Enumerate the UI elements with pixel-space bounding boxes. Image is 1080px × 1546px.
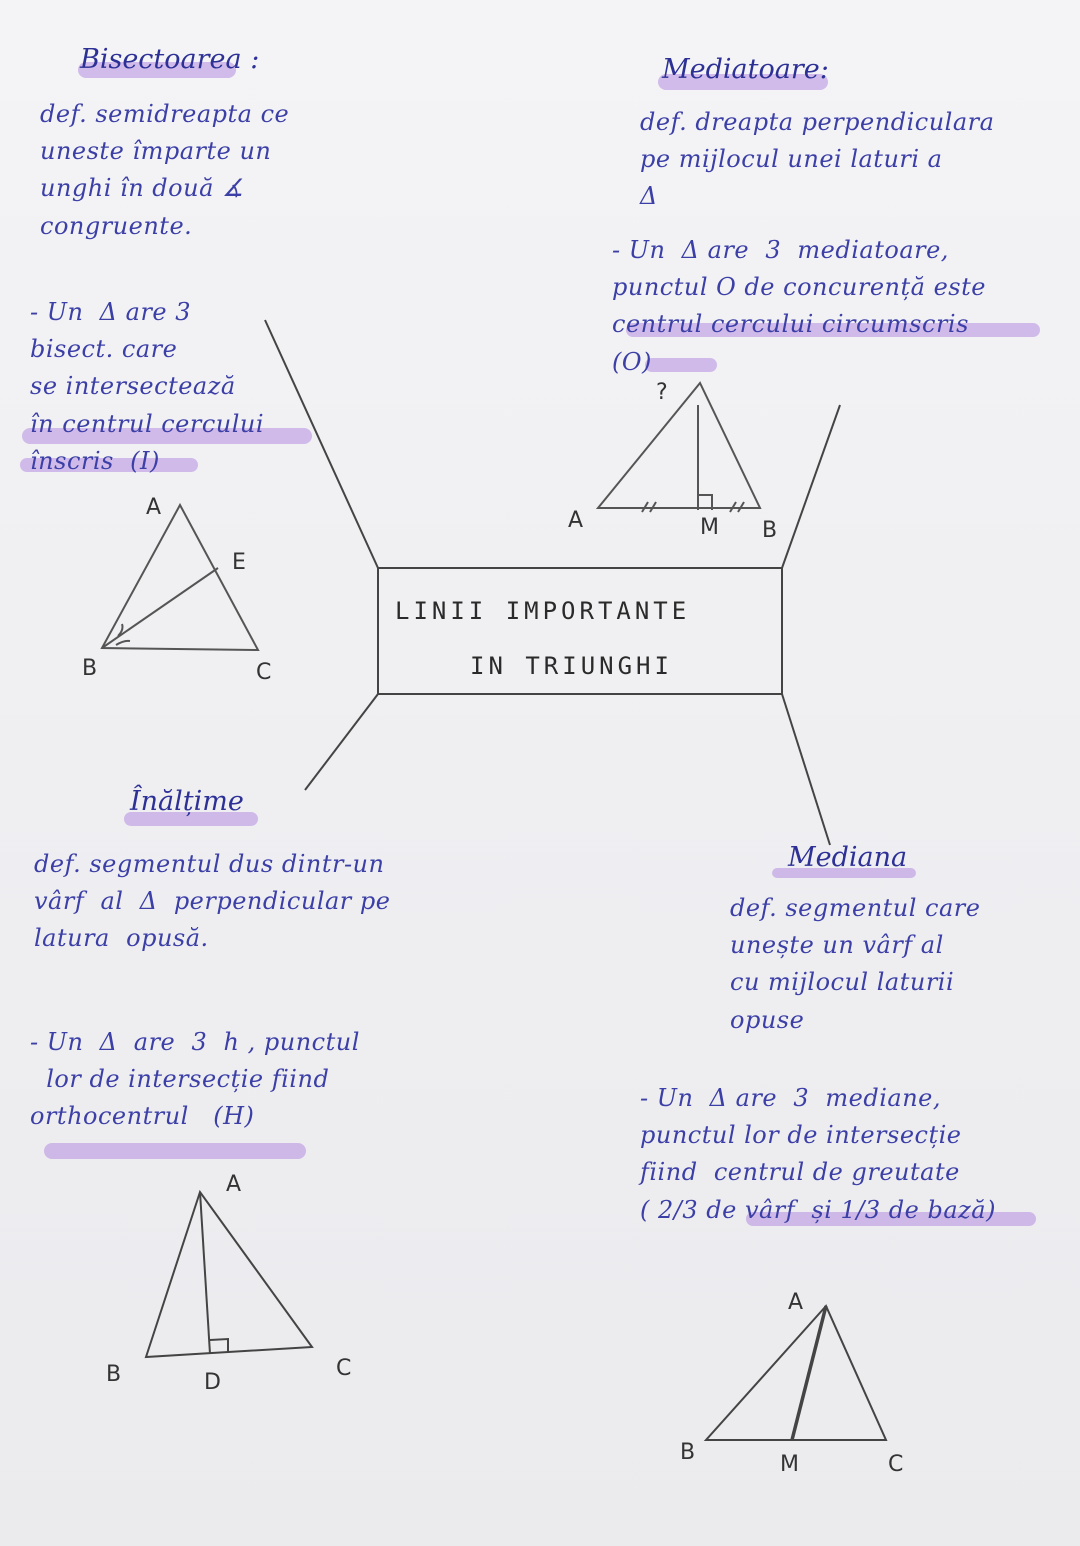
inaltime-definition: def. segmentul dus dintr-un vârf al Δ perpendicular pe latura opusă.	[34, 850, 391, 953]
bisectoare-property: - Un Δ are 3 bisect. care se intersectează în centrul cercului înscris (I)	[30, 298, 265, 475]
mediana-title: Mediana	[788, 842, 908, 873]
bisector-label-a: A	[146, 495, 162, 520]
bisector-triangle	[102, 505, 258, 650]
center-title-line1: LINII IMPORTANTE	[395, 597, 691, 625]
median-label-c: C	[888, 1452, 904, 1477]
median-triangle	[706, 1306, 886, 1440]
bisector-label-c: C	[256, 660, 272, 685]
inaltime-property: - Un Δ are 3 h , punctul lor de intersecție fiind orthocentrul (H)	[30, 1028, 360, 1131]
mediatoare-property: - Un Δ are 3 mediatoare, punctul O de concurență este centrul cercului circumscris (O)	[612, 236, 986, 376]
median-label-m: M	[780, 1452, 799, 1477]
mediana-property: - Un Δ are 3 mediane, punctul lor de intersecție fiind centrul de greutate ( 2/3 de vârf și 1/3 de bază)	[640, 1084, 996, 1224]
mediator-label-b: B	[762, 518, 778, 543]
bisectoare-title: Bisectoarea :	[80, 44, 260, 75]
mediatoare-title: Mediatoare:	[662, 54, 829, 85]
mediator-triangle	[598, 383, 760, 512]
median-label-a: A	[788, 1290, 804, 1315]
height-label-b: B	[106, 1362, 122, 1387]
mediana-definition: def. segmentul care unește un vârf al cu mijlocul laturii opuse	[730, 894, 981, 1034]
mediator-label-a: A	[568, 508, 584, 533]
height-label-d: D	[204, 1370, 221, 1395]
bisector-label-e: E	[232, 550, 246, 575]
mediator-label-p: ?	[656, 380, 668, 405]
height-label-a: A	[226, 1172, 242, 1197]
bisectoare-definition: def. semidreapta ce uneste împarte un unghi în două ∡ congruente.	[40, 100, 290, 240]
mediatoare-definition: def. dreapta perpendiculara pe mijlocul unei laturi a Δ	[640, 108, 995, 211]
median-label-b: B	[680, 1440, 696, 1465]
height-triangle	[146, 1192, 312, 1357]
height-label-c: C	[336, 1356, 352, 1381]
bisector-label-b: B	[82, 656, 98, 681]
inaltime-title: Înălțime	[130, 786, 244, 817]
highlight-inaltime-ortho	[44, 1143, 306, 1159]
mediator-label-m: M	[700, 515, 719, 540]
center-frame	[265, 320, 840, 845]
center-title-line2: IN TRIUNGHI	[470, 652, 673, 680]
